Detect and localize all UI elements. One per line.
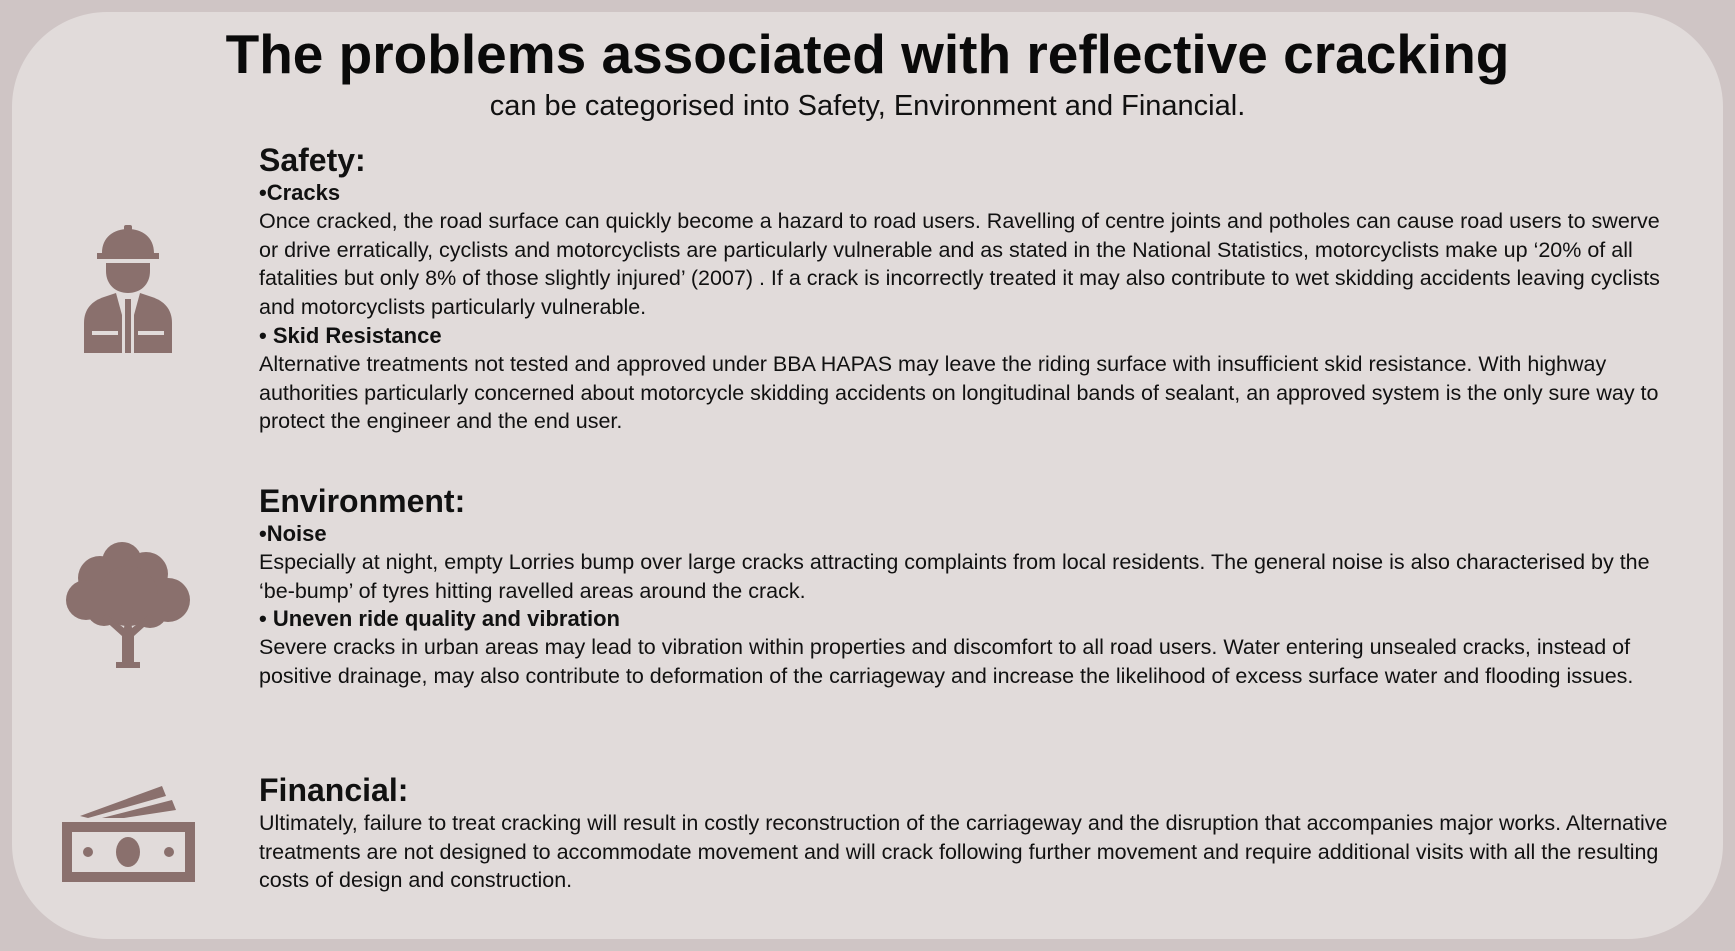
environment-heading: Environment: (259, 483, 466, 519)
tree-icon (64, 538, 192, 668)
cracks-text: Once cracked, the road surface can quickly become a hazard to road users. Ravelling of centre joints and potholes can cause road users to swerve or drive erratically, cyclists and motorcyclists are particularly vulnerable and as stated in the National Statistics, motorcyclists make up ‘20% of all fatalities but only 8% of those slightly injured’ (2007) . If a crack is incorrectly treated it may also contribute to wet skidding accidents leaving cyclists and motorcyclists particularly vulnerable. (259, 209, 1660, 320)
skid-resistance-text: Alternative treatments not tested and approved under BBA HAPAS may leave the riding surface with insufficient skid resistance. With highway authorities particularly concerned about motorcycle skidding accidents on longitudinal bands of sealant, an approved system is the only sure way to protect the engineer and the end user. (259, 351, 1659, 434)
construction-worker-icon (78, 225, 178, 353)
cracks-title: •Cracks (259, 180, 341, 205)
financial-text: Ultimately, failure to treat cracking will result in costly reconstruction of the carriageway and the disruption that accompanies major works. Alternative treatments are not designed to accommodate movement and will crack following further movement and require additional visits with all the resulting costs of design and construction. (259, 811, 1668, 893)
environment-section (259, 482, 1679, 691)
noise-text: Especially at night, empty Lorries bump over large cracks attracting complaints from local residents. The general noise is also characterised by the ‘be-bump’ of tyres hitting ravelled areas around the crack. (259, 550, 1650, 603)
page-subtitle: can be categorised into Safety, Environment and Financial. (489, 90, 1246, 122)
vibration-text: Severe cracks in urban areas may lead to vibration within properties and discomfort to all road users. Water entering unsealed cracks, instead of positive drainage, may also contribute to deformation of the carriageway and increase the likelihood of excess surface water and flooding issues. (259, 635, 1634, 689)
financial-heading: Financial: (259, 772, 409, 808)
money-icon (62, 782, 195, 882)
safety-heading: Safety: (259, 142, 366, 178)
page-title: The problems associated with reflective cracking (225, 23, 1510, 85)
noise-title: •Noise (259, 521, 327, 546)
financial-section (259, 771, 1679, 895)
skid-resistance-title: • Skid Resistance (259, 322, 442, 348)
vibration-title: • Uneven ride quality and vibration (259, 606, 620, 632)
safety-section (259, 141, 1679, 436)
